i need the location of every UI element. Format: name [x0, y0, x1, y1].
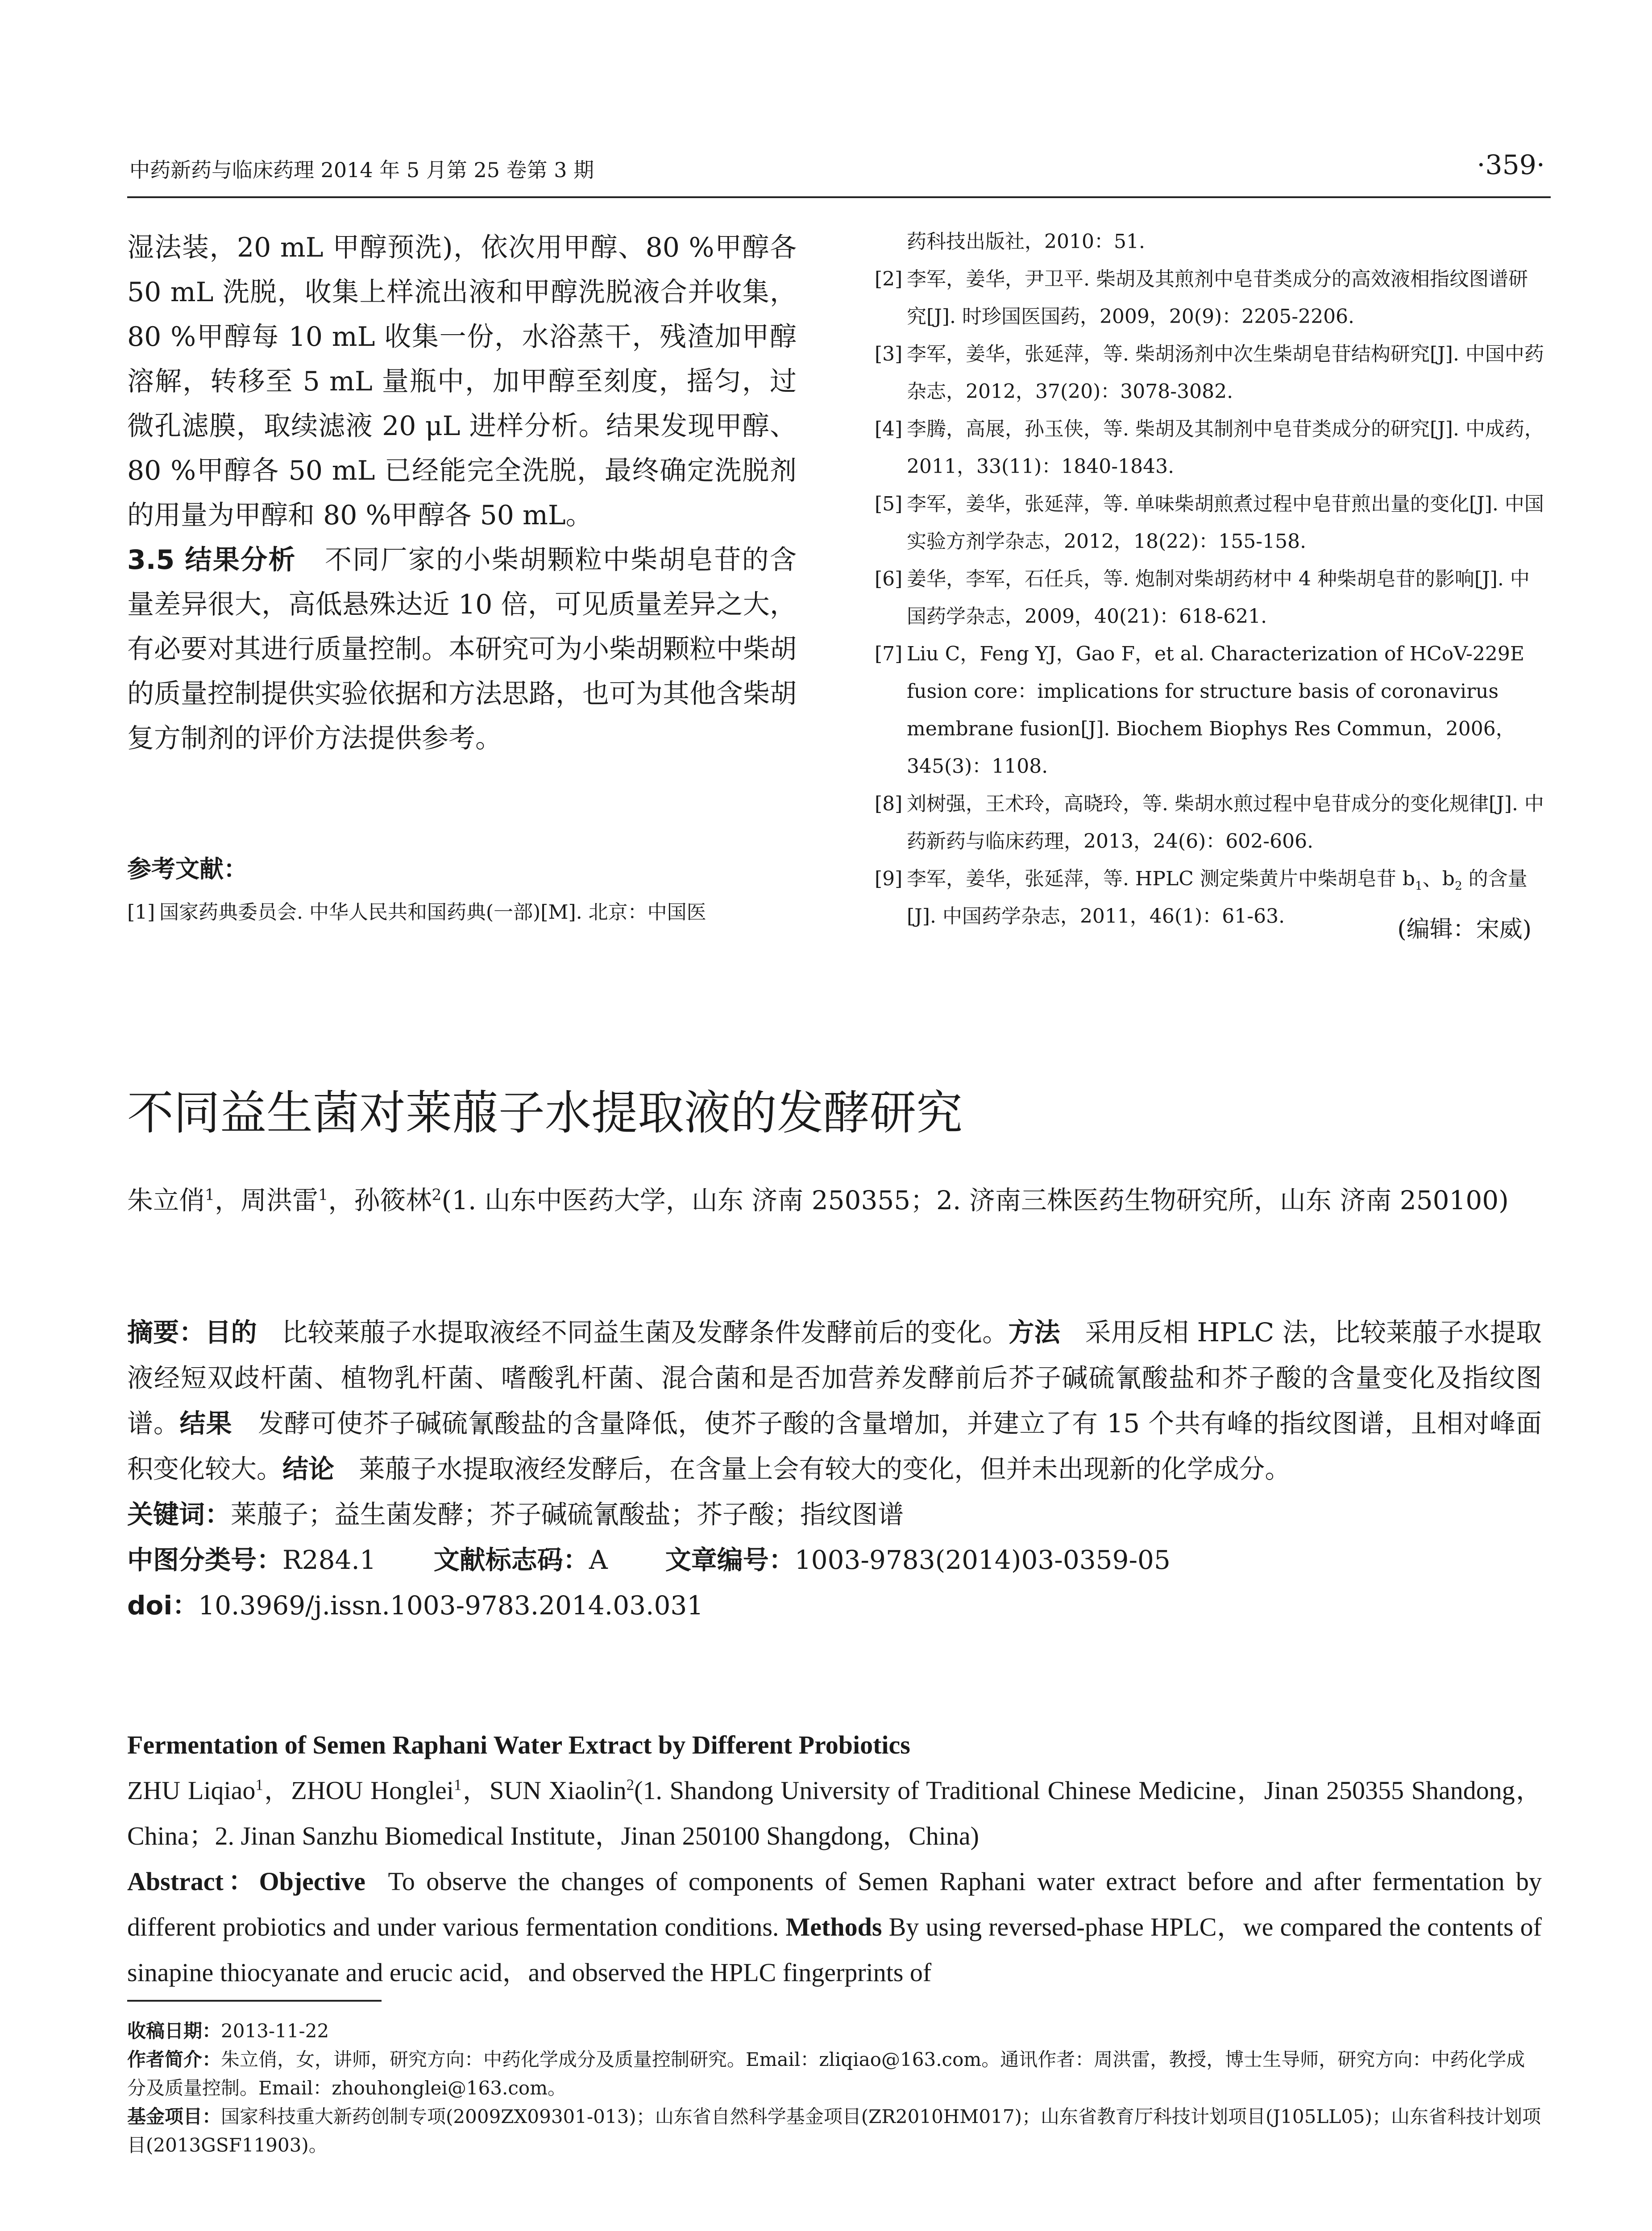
references-heading: 参考文献： [127, 855, 248, 883]
footnote-rule [127, 2000, 382, 2002]
section-3-5 [127, 538, 797, 761]
section-text: 不同厂家的小柴胡颗粒中柴胡皂苷的含量差异很大，高低悬殊达近 10 倍，可见质量差异之大，有必要对其进行质量控制。本研究可为小柴胡颗粒中柴胡的质量控制提供实验依据和方法思路，也可为其他含柴胡复方制剂的评价方法提供参考。 [127, 544, 797, 754]
reference-number: [1] [127, 901, 155, 924]
reference-text: 李腾，高展，孙玉侠，等. 柴胡及其制剂中皂苷类成分的研究[J]. 中成药，2011，33(11)：1840-1843. [907, 418, 1544, 478]
fund-info: 基金项目：国家科技重大新药创制专项(2009ZX09301-013)；山东省自然科学基金项目(ZR2010HM017)；山东省教育厅科技计划项目(J105LL05)；山东省科技计划项目(2013GSF11903)。 [127, 2106, 1541, 2156]
received-date: 收稿日期：2013-11-22 [127, 2020, 329, 2042]
reference-item [875, 560, 1544, 635]
page-number: ·359· [1477, 149, 1545, 181]
author-info: 作者简介：朱立俏，女，讲师，研究方向：中药化学成分及质量控制研究。Email：zliqiao@163.com。通讯作者：周洪雷，教授，博士生导师，研究方向：中药化学成分及质量控制。Email：zhouhonglei@163.com。 [127, 2049, 1525, 2099]
reference-number: [2] [875, 268, 903, 290]
section-heading: 3.5 结果分析 [127, 544, 296, 576]
affiliations: (1. 山东中医药大学，山东 济南 250355；2. 济南三株医药生物研究所，山东 济南 250100) [441, 1185, 1509, 1215]
reference-number: [8] [875, 792, 903, 815]
reference-number: [6] [875, 568, 903, 590]
reference-number: [4] [875, 418, 903, 440]
reference-text: 李军，姜华，张延萍，等. 柴胡汤剂中次生柴胡皂苷结构研究[J]. 中国中药杂志，2012，37(20)：3078-3082. [907, 343, 1544, 403]
continuation-paragraph: 湿法装，20 mL 甲醇预洗)，依次用甲醇、80 %甲醇各 50 mL 洗脱，收集上样流出液和甲醇洗脱液合并收集，80 %甲醇每 10 mL 收集一份，水浴蒸干，残渣加甲醇溶解，转移至 5 mL 量瓶中，加甲醇至刻度，摇匀，过微孔滤膜，取续滤液 20 μL 进样分析。结果发现甲醇、80 %甲醇各 50 mL 已经能完全洗脱，最终确定洗脱剂的用量为甲醇和 80 %甲醇各 50 mL。 [127, 232, 797, 531]
running-header: 中药新药与临床药理 2014 年 5 月第 25 卷第 3 期 [129, 158, 594, 182]
reference-1-continued [875, 223, 1544, 261]
reference-text: 姜华，李军，石任兵，等. 炮制对柴胡药材中 4 种柴胡皂苷的影响[J]. 中国药学杂志，2009，40(21)：618-621. [907, 568, 1530, 628]
reference-text: 李军，姜华，张延萍，等. HPLC 测定柴黄片中柴胡皂苷 $b_1$、$b_2$ 的含量[J]. 中国药学杂志，2011，46(1)：61-63. [907, 867, 1527, 928]
reference-number: [9] [875, 867, 903, 890]
classification-line: 中图分类号： R284.1 文献标志码： A 文章编号： 1003-9783(2014)03-0359-05 [127, 1545, 1171, 1575]
reference-text: 李军，姜华，张延萍，等. 单味柴胡煎煮过程中皂苷煎出量的变化[J]. 中国实验方剂学杂志，2012，18(22)：155-158. [907, 493, 1544, 553]
keywords-line: 关键词：莱菔子；益生菌发酵；芥子碱硫氰酸盐；芥子酸；指纹图谱 [127, 1499, 904, 1530]
reference-number: [7] [875, 643, 903, 665]
reference-number: [3] [875, 343, 903, 365]
left-column [127, 225, 797, 761]
reference-item [875, 635, 1544, 785]
reference-1 [127, 895, 797, 930]
article-title: 不同益生菌对莱菔子水提取液的发酵研究 [127, 1086, 963, 1140]
reference-text: 药科技出版社，2010：51. [907, 230, 1145, 253]
english-abstract-text: Abstract：Objective To observe the changes of components of Semen Raphani water extract before and after fermentation by different probiotics and under various fermentation conditions. Methods By using reversed-phase HPLC，we compared the contents of sinapine thiocyanate and erucic acid，and observed the HPLC fingerprints of [127, 1867, 1542, 1987]
reference-text: 李军，姜华，尹卫平. 柴胡及其煎剂中皂苷类成分的高效液相指纹图谱研究[J]. 时珍国医国药，2009，20(9)：2205-2206. [907, 268, 1528, 328]
doi-line: doi：10.3969/j.issn.1003-9783.2014.03.031 [127, 1590, 704, 1621]
reference-item [875, 411, 1544, 485]
reference-item [875, 485, 1544, 560]
header-rule [127, 196, 1551, 198]
abstract-paragraph: 摘要：目的 比较莱菔子水提取液经不同益生菌及发酵条件发酵前后的变化。方法 采用反相 HPLC 法，比较莱菔子水提取液经短双歧杆菌、植物乳杆菌、嗜酸乳杆菌、混合菌和是否加营养发酵前后芥子碱硫氰酸盐和芥子酸的含量变化及指纹图谱。结果 发酵可使芥子碱硫氰酸盐的含量降低，使芥子酸的含量增加，并建立了有 15 个共有峰的指纹图谱，且相对峰面积变化较大。结论 莱菔子水提取液经发酵后，在含量上会有较大的变化，但并未出现新的化学成分。 [127, 1317, 1542, 1484]
authors-line: 朱立俏$^1$，周洪雷$^1$，孙筱林$^2$(1. 山东中医药大学，山东 济南 250355；2. 济南三株医药生物研究所，山东 济南 250100) [127, 1185, 1509, 1215]
reference-text: 国家药典委员会. 中华人民共和国药典(一部)[M]. 北京：中国医 [159, 901, 706, 924]
english-abstract [127, 1722, 1542, 1995]
reference-text: 刘树强，王术玲，高晓玲，等. 柴胡水煎过程中皂苷成分的变化规律[J]. 中药新药与临床药理，2013，24(6)：602-606. [907, 792, 1544, 853]
english-title: Fermentation of Semen Raphani Water Extract by Different Probiotics [127, 1730, 910, 1759]
footnotes [127, 2017, 1542, 2160]
chinese-abstract [127, 1310, 1542, 1628]
reference-text: Liu C，Feng YJ，Gao F，et al. Characterization of HCoV-229E fusion core：implications for structure basis of coronavirus membrane fusion[J]. Biochem Biophys Res Commun，2006，345(3)：1108. [907, 643, 1524, 778]
english-authors: ZHU Liqiao$^1$，ZHOU Honglei$^1$，SUN Xiaolin$^2$(1. Shandong University of Traditional Chinese Medicine，Jinan 250355 Shandong，China；2. Jinan Sanzhu Biomedical Institute，Jinan 250100 Shangdong，China) [127, 1776, 1542, 1850]
reference-item [875, 261, 1544, 336]
reference-item [875, 336, 1544, 411]
editor-note: (编辑：宋威) [1397, 916, 1532, 943]
reference-item [875, 785, 1544, 860]
reference-number: [5] [875, 493, 903, 515]
right-column-references [875, 223, 1544, 935]
